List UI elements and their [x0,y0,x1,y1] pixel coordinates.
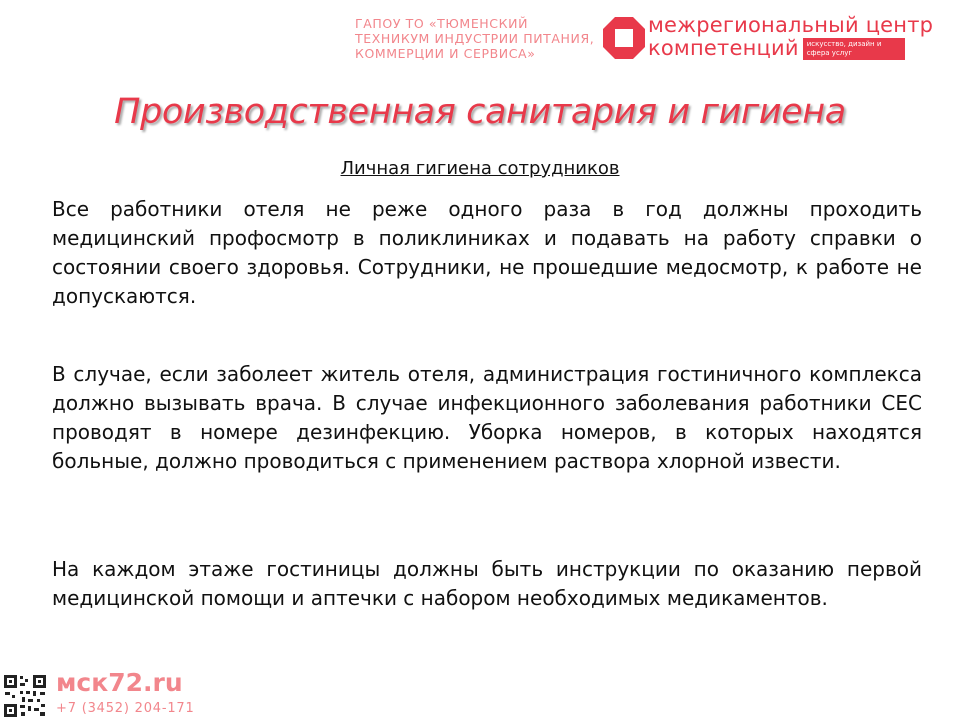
header-organization [355,16,605,61]
center-name [648,14,933,60]
center-badge: искусство, дизайн и сфера услуг [803,38,905,60]
footer-phone: +7 (3452) 204-171 [56,701,195,716]
slide-title: Производственная санитария и гигиена [114,92,846,132]
center-name-line2: компетенций [648,36,799,60]
paragraph-illness: В случае, если заболеет житель отеля, администрация гостиничного комплекса должно вызывать врача. В случае инфекционного заболевания работники СЕС проводят в номере дезинфекцию. Уборка номеров, в которых находятся больные, должно проводиться с применением раствора хлорной извести. [52,362,922,473]
org-line: ТЕХНИКУМ ИНДУСТРИИ ПИТАНИЯ, [355,31,595,46]
qr-code-icon [2,673,48,719]
org-line: ГАПОУ ТО «ТЮМЕНСКИЙ [355,16,529,31]
paragraph-medical-exam: Все работники отеля не реже одного раза в год должны проходить медицинский профосмотр в поликлиниках и подавать на работу справки о состоянии своего здоровья. Сотрудники, не прошедшие медосмотр, к работе не допускаются. [52,197,922,308]
slide-subtitle: Личная гигиена сотрудников [340,158,620,179]
center-name-line1: межрегиональный центр [648,13,934,37]
footer-website: мск72.ru [56,668,183,697]
org-line: КОММЕРЦИИ И СЕРВИСА» [355,46,536,61]
center-logo-icon [601,15,647,61]
paragraph-first-aid: На каждом этаже гостиницы должны быть инструкции по оказанию первой медицинской помощи и аптечки с набором необходимых медикаментов. [52,557,922,610]
